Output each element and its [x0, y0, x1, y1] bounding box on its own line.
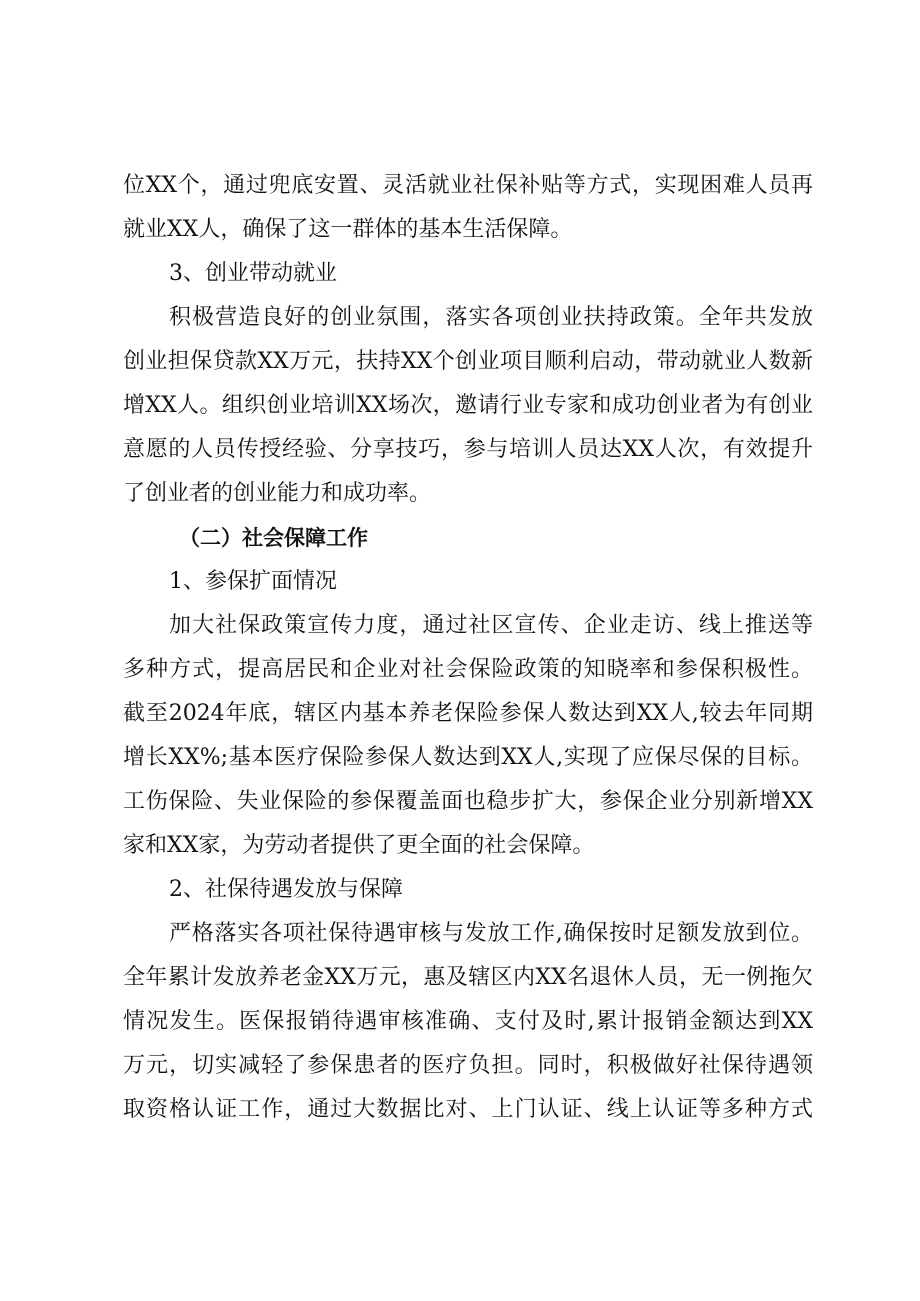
text-line: 全年累计发放养老金XX万元，惠及辖区内XX名退休人员，无一例拖欠	[123, 965, 813, 990]
subheading-startup: 3、创业带动就业	[169, 261, 337, 286]
text-line: 加大社保政策宣传力度，通过社区宣传、企业走访、线上推送等	[169, 613, 813, 638]
text-line: 创业担保贷款XX万元，扶持XX个创业项目顺利启动，带动就业人数新	[123, 349, 813, 374]
text-line: 就业XX人，确保了这一群体的基本生活保障。	[123, 217, 573, 242]
text-line: 家和XX家，为劳动者提供了更全面的社会保障。	[123, 833, 595, 858]
text-line: 意愿的人员传授经验、分享技巧，参与培训人员达XX人次，有效提升	[123, 437, 813, 462]
text-line: 取资格认证工作，通过大数据比对、上门认证、线上认证等多种方式	[123, 1097, 813, 1122]
text-line: 增XX人。组织创业培训XX场次，邀请行业专家和成功创业者为有创业	[123, 393, 813, 418]
text-line: 情况发生。医保报销待遇审核准确、支付及时,累计报销金额达到XX	[123, 1009, 813, 1034]
text-line: 多种方式，提高居民和企业对社会保险政策的知晓率和参保积极性。	[123, 657, 813, 682]
text-line: 截至2024年底，辖区内基本养老保险参保人数达到XX人,较去年同期	[123, 701, 813, 726]
text-line: 了创业者的创业能力和成功率。	[123, 481, 432, 506]
text-line: 万元，切实减轻了参保患者的医疗负担。同时，积极做好社保待遇领	[123, 1053, 813, 1078]
text-line: 严格落实各项社保待遇审核与发放工作,确保按时足额发放到位。	[169, 921, 813, 946]
text-line: 工伤保险、失业保险的参保覆盖面也稳步扩大，参保企业分别新增XX	[123, 789, 813, 814]
text-line: 积极营造良好的创业氛围，落实各项创业扶持政策。全年共发放	[169, 305, 813, 330]
section-heading-social-security: （二）社会保障工作	[179, 526, 368, 550]
subheading-coverage: 1、参保扩面情况	[169, 569, 337, 594]
subheading-benefits: 2、社保待遇发放与保障	[169, 877, 403, 902]
text-line: 增长XX%;基本医疗保险参保人数达到XX人,实现了应保尽保的目标。	[123, 745, 813, 770]
document-body	[123, 164, 813, 1132]
text-line: 位XX个，通过兜底安置、灵活就业社保补贴等方式，实现困难人员再	[123, 173, 813, 198]
